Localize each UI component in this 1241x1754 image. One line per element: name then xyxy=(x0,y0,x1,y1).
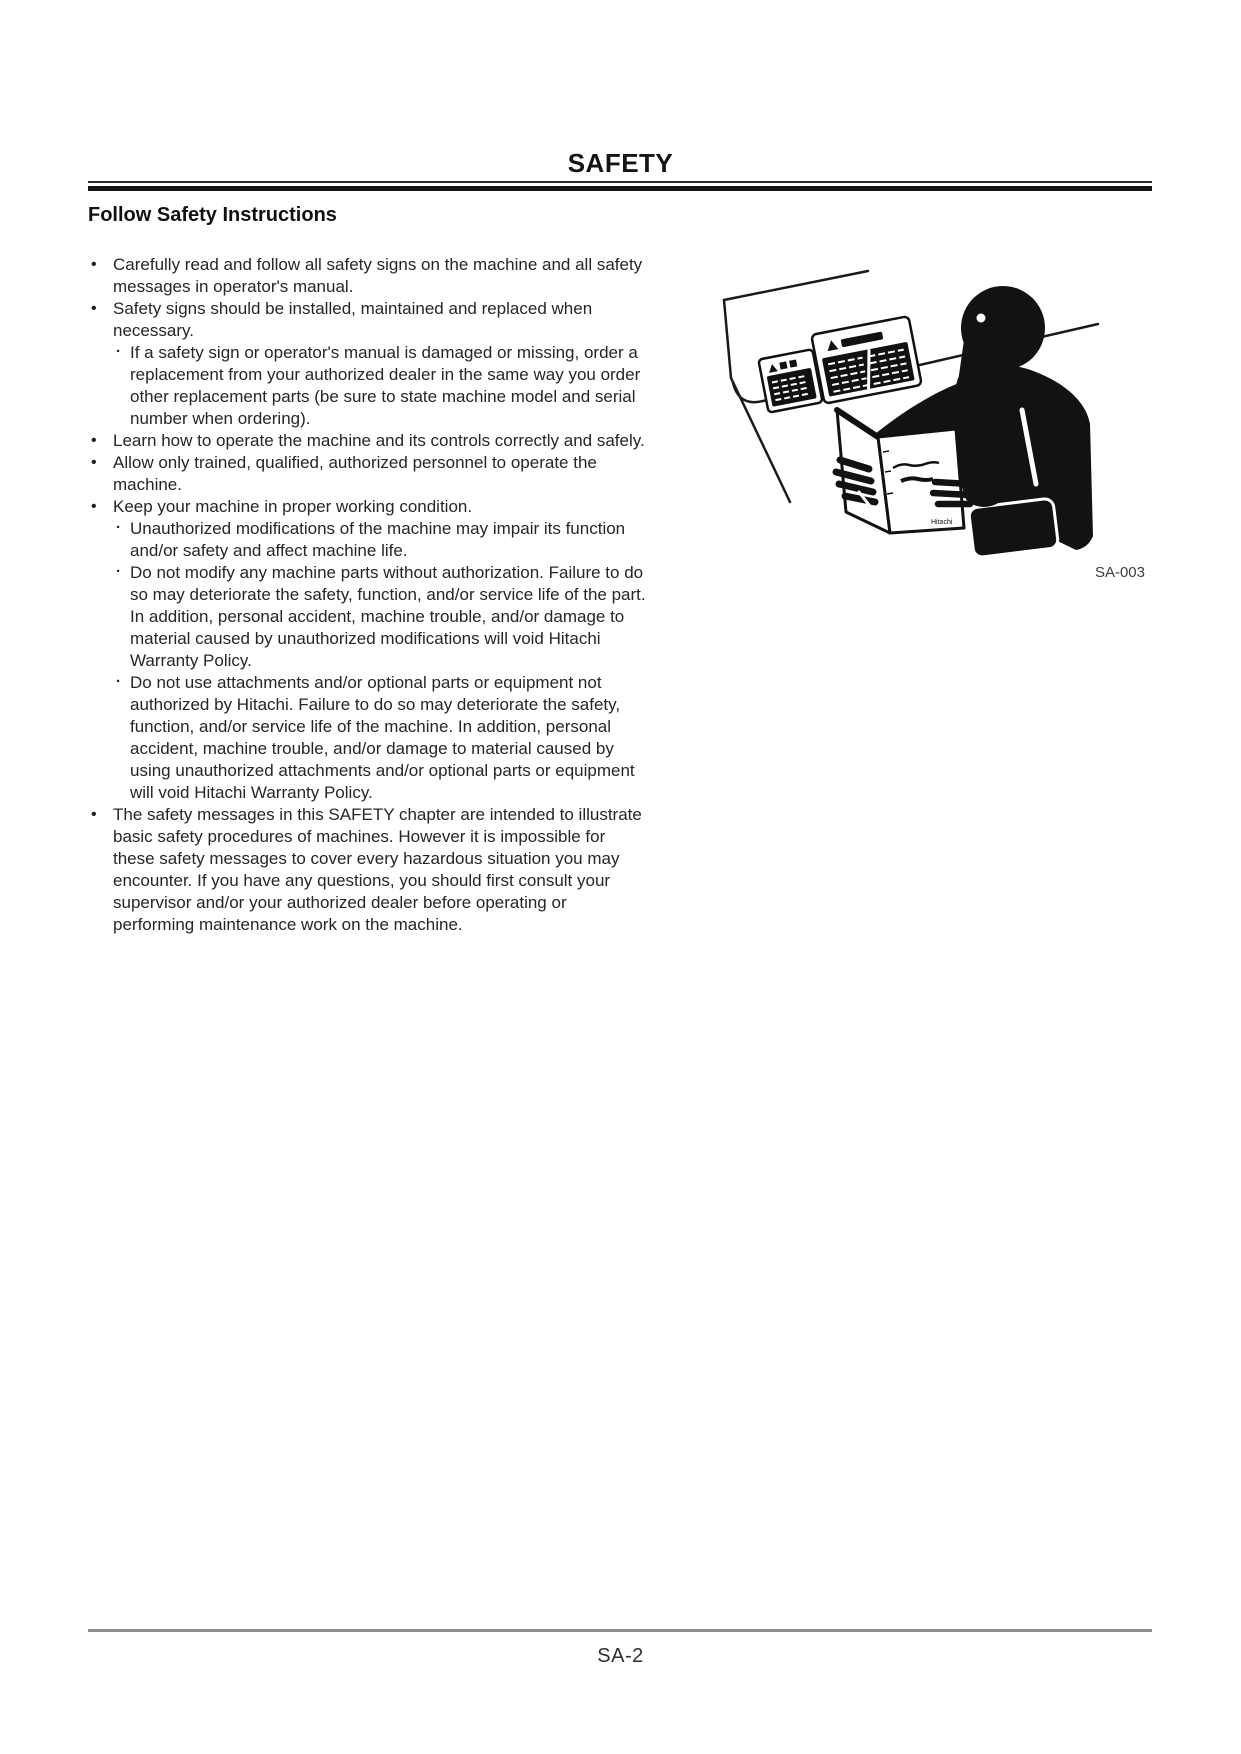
sub-list-item-text: If a safety sign or operator's manual is damaged or missing, order a replacement from your authorized dealer in the same way you order other replacement parts (be sure to state machine model and serial number when ordering). xyxy=(130,343,641,428)
page-number: SA-2 xyxy=(597,1645,644,1667)
list-item xyxy=(88,804,648,936)
list-item xyxy=(88,298,648,430)
list-item-text: The safety messages in this SAFETY chapter are intended to illustrate basic safety procedures of machines. However it is impossible for these safety messages to cover every hazardous situation you may encounter. If you have any questions, you should first consult your supervisor and/or your authorized dealer before operating or performing maintenance work on the machine. xyxy=(113,805,642,934)
book-cover-label: Hitachi xyxy=(931,519,953,526)
warning-label-large-icon xyxy=(811,316,922,404)
list-item-text: Keep your machine in proper working condition. xyxy=(113,497,473,516)
list-item xyxy=(88,430,648,452)
sub-list-item-text: Unauthorized modifications of the machine may impair its function and/or safety and affect machine life. xyxy=(130,519,626,560)
title-rule-thin xyxy=(88,181,1152,183)
list-item xyxy=(88,254,648,298)
book-model-scribble xyxy=(901,478,933,481)
title-rule-thick xyxy=(88,186,1152,191)
list-item xyxy=(88,452,648,496)
eye xyxy=(977,314,986,323)
bullet-marker: • xyxy=(91,498,97,515)
sub-list-item xyxy=(113,672,648,804)
warning-label-small-icon xyxy=(758,349,822,413)
sub-list-item xyxy=(113,342,648,430)
bullet-marker: • xyxy=(91,300,97,317)
head xyxy=(961,286,1045,370)
bullet-marker: • xyxy=(91,806,97,823)
sub-bullet-marker: · xyxy=(116,519,121,536)
sub-list-item-text: Do not modify any machine parts without authorization. Failure to do so may deteriorate the safety, function, and/or service life of the part. In addition, personal accident, machine trouble, and/or damage to material caused by unauthorized modifications will void Hitachi Warranty Policy. xyxy=(130,563,646,670)
sub-list-item xyxy=(113,518,648,562)
bullet-marker: • xyxy=(91,256,97,273)
chapter-title: SAFETY xyxy=(567,148,674,178)
sub-list-item-text: Do not use attachments and/or optional parts or equipment not authorized by Hitachi. Failure to do so may deteriorate the safety, function, and/or service life of the machine. In addition, personal accident, machine trouble, and/or damage to material caused by using unauthorized attachments and/or optional parts or equipment will void Hitachi Warranty Policy. xyxy=(130,673,635,802)
lap xyxy=(968,498,1058,558)
list-item-text: Safety signs should be installed, maintained and replaced when necessary. xyxy=(113,299,593,340)
list-item-text: Learn how to operate the machine and its controls correctly and safely. xyxy=(113,431,645,450)
sub-bullet-marker: · xyxy=(116,343,121,360)
sub-bullet-marker: · xyxy=(116,563,121,580)
safety-illustration-graphic xyxy=(640,240,1140,560)
footer-rule xyxy=(88,1629,1152,1632)
list-item-text: Allow only trained, qualified, authorized personnel to operate the machine. xyxy=(113,453,597,494)
list-item-text: Carefully read and follow all safety signs on the machine and all safety messages in operator's manual. xyxy=(113,255,643,296)
section-heading: Follow Safety Instructions xyxy=(88,204,337,226)
bullet-marker: • xyxy=(91,432,97,449)
sub-list-item xyxy=(113,562,648,672)
sub-bullet-marker: · xyxy=(116,673,121,690)
safety-illustration xyxy=(640,240,1140,560)
bullet-marker: • xyxy=(91,454,97,471)
list-item xyxy=(88,496,648,804)
safety-instructions-list xyxy=(88,254,648,936)
figure-caption: SA-003 xyxy=(1094,564,1145,581)
